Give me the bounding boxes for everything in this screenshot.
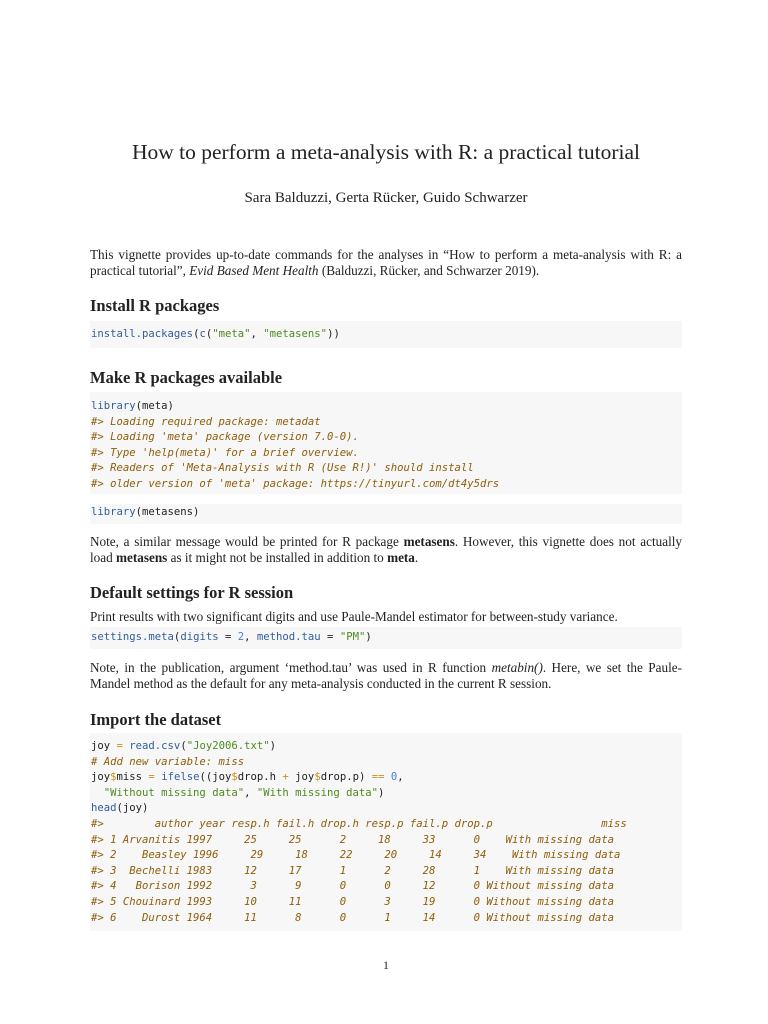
code-line: install.packages(c("meta", "metasens")) <box>91 328 340 340</box>
heading-make-packages-available: Make R packages available <box>90 368 283 387</box>
note-metasens-paragraph: Note, a similar message would be printed for R package metasens. However, this vignette does not actually load metasens as it might not be installed in addition to meta. <box>90 534 682 565</box>
heading-default-settings: Default settings for R session <box>90 583 294 602</box>
code-block-library-meta <box>90 392 682 494</box>
code-line: library(meta) <box>91 400 174 412</box>
code-block-library-metasens <box>90 504 682 524</box>
code-block-settings-meta <box>90 627 682 649</box>
heading-install-packages: Install R packages <box>90 296 220 315</box>
page-number: 1 <box>383 958 389 972</box>
output-table-row: #> 2 Beasley 1996 29 18 22 20 14 34 With missing data <box>91 849 621 862</box>
output-table-row: #> 1 Arvanitis 1997 25 25 2 18 33 0 With missing data <box>91 833 614 846</box>
journal-name: Evid Based Ment Health <box>189 263 319 278</box>
code-line: settings.meta(digits = 2, method.tau = "PM") <box>91 631 372 643</box>
output-table-row: #> 3 Bechelli 1983 12 17 1 2 28 1 With missing data <box>91 864 614 877</box>
code-block-import <box>90 733 682 931</box>
code-comment-line: # Add new variable: miss <box>91 755 245 768</box>
document-authors: Sara Balduzzi, Gerta Rücker, Guido Schwarzer <box>244 190 528 206</box>
default-settings-text: Print results with two significant digits and use Paule-Mandel estimator for between-study variance. <box>90 609 618 624</box>
output-table-header: #> author year resp.h fail.h drop.h resp.p fail.p drop.p miss <box>91 817 627 830</box>
output-table-row: #> 6 Durost 1964 11 8 0 1 14 0 Without missing data <box>91 911 614 924</box>
heading-import-dataset: Import the dataset <box>90 710 222 729</box>
code-line: joy = read.csv("Joy2006.txt") <box>91 740 277 752</box>
output-table-row: #> 5 Chouinard 1993 10 11 0 3 19 0 Without missing data <box>91 895 614 908</box>
code-line: "Without missing data", "With missing data") <box>103 786 385 799</box>
code-block-install <box>90 321 682 348</box>
code-line: head(joy) <box>91 802 149 815</box>
intro-paragraph: This vignette provides up-to-date commands for the analyses in “How to perform a meta-analysis with R: a practical tutorial”, Evid Based Ment Health (Balduzzi, Rücker, and Schwarzer 2019). <box>90 247 682 278</box>
code-line: joy$miss = ifelse((joy$drop.h + joy$drop.p) == 0, <box>91 771 404 784</box>
document-title: How to perform a meta-analysis with R: a practical tutorial <box>131 140 641 164</box>
note-method-tau-paragraph: Note, in the publication, argument ‘method.tau’ was used in R function metabin(). Here, we set the Paule-Mandel method as the default for any meta-analysis conducted in the current R session. <box>90 660 682 691</box>
code-output-line: #> older version of 'meta' package: https://tinyurl.com/dt4y5drs <box>91 477 500 490</box>
code-line: library(metasens) <box>91 506 200 518</box>
code-output-line: #> Readers of 'Meta-Analysis with R (Use R!)' should install <box>91 462 474 475</box>
code-output-line: #> Loading 'meta' package (version 7.0-0). <box>91 431 359 444</box>
code-output-line: #> Loading required package: metadat <box>91 415 321 428</box>
code-output-line: #> Type 'help(meta)' for a brief overview. <box>91 446 359 459</box>
output-table-row: #> 4 Borison 1992 3 9 0 0 12 0 Without missing data <box>91 880 614 893</box>
